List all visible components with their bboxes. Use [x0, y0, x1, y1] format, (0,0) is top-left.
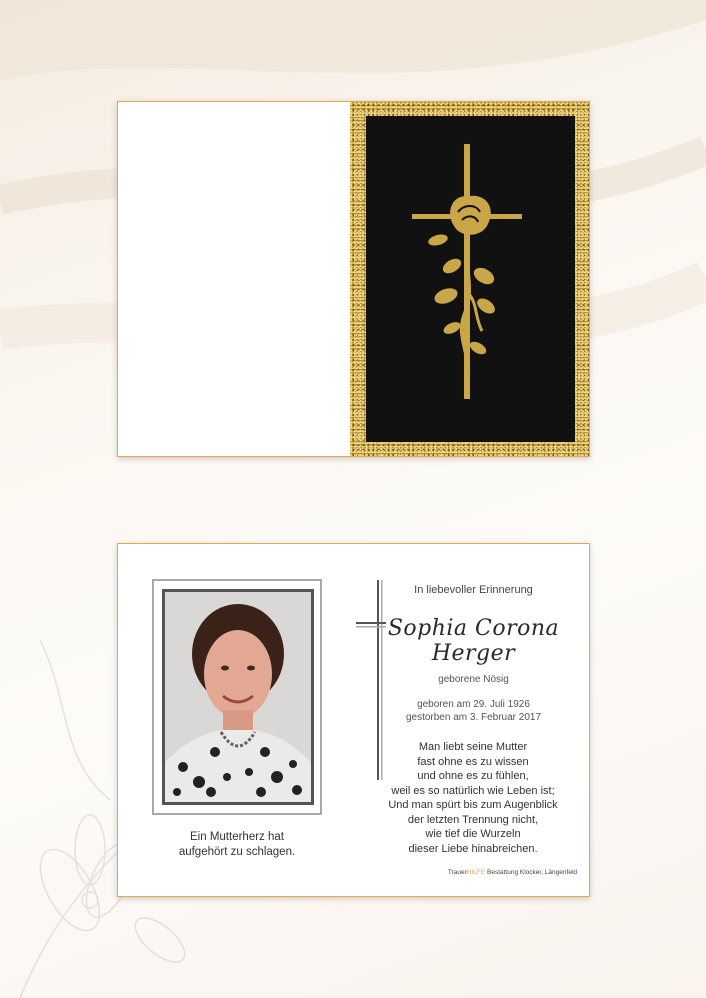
poem	[378, 740, 568, 856]
intro-text: In liebevoller Erinnerung	[414, 584, 533, 596]
poem-line: Und man spürt bis zum Augenblick	[388, 799, 558, 811]
maiden-name: geborene Nösig	[438, 674, 509, 685]
name-line-1: Sophia Corona	[387, 616, 560, 641]
poem-line: der letzten Trennung nicht,	[407, 813, 539, 826]
photo-caption	[152, 830, 322, 860]
poem-line: Man liebt seine Mutter	[418, 741, 528, 753]
memorial-card-front	[117, 543, 590, 897]
poem-line: weil es so natürlich wie Leben ist;	[391, 784, 555, 797]
portrait-photo	[162, 589, 314, 805]
caption-line-2: aufgehört zu schlagen.	[178, 846, 296, 858]
footer-brand-a: Trauer	[447, 869, 467, 876]
birth-date: geboren am 29. Juli 1926	[417, 699, 530, 710]
poem-line: fast ohne es zu wissen	[417, 755, 529, 768]
name-line-2: Herger	[431, 641, 516, 666]
memorial-card-back	[117, 101, 590, 457]
death-date: gestorben am 3. Februar 2017	[405, 712, 542, 723]
photo-frame	[152, 579, 322, 815]
undertaker-footer	[448, 869, 577, 876]
life-dates	[386, 698, 561, 724]
caption-line-1: Ein Mutterherz hat	[190, 831, 284, 843]
poem-line: dieser Liebe hinabreichen.	[408, 842, 538, 855]
poem-line: wie tief die Wurzeln	[425, 828, 521, 840]
black-panel	[366, 116, 575, 442]
deceased-name	[386, 616, 561, 666]
cross-rose-icon	[366, 116, 575, 442]
footer-text: Bestattung Klocker, Längenfeld	[485, 869, 577, 876]
footer-brand-b: HILFE	[466, 869, 486, 876]
poem-line: und ohne es zu fühlen,	[417, 770, 529, 782]
